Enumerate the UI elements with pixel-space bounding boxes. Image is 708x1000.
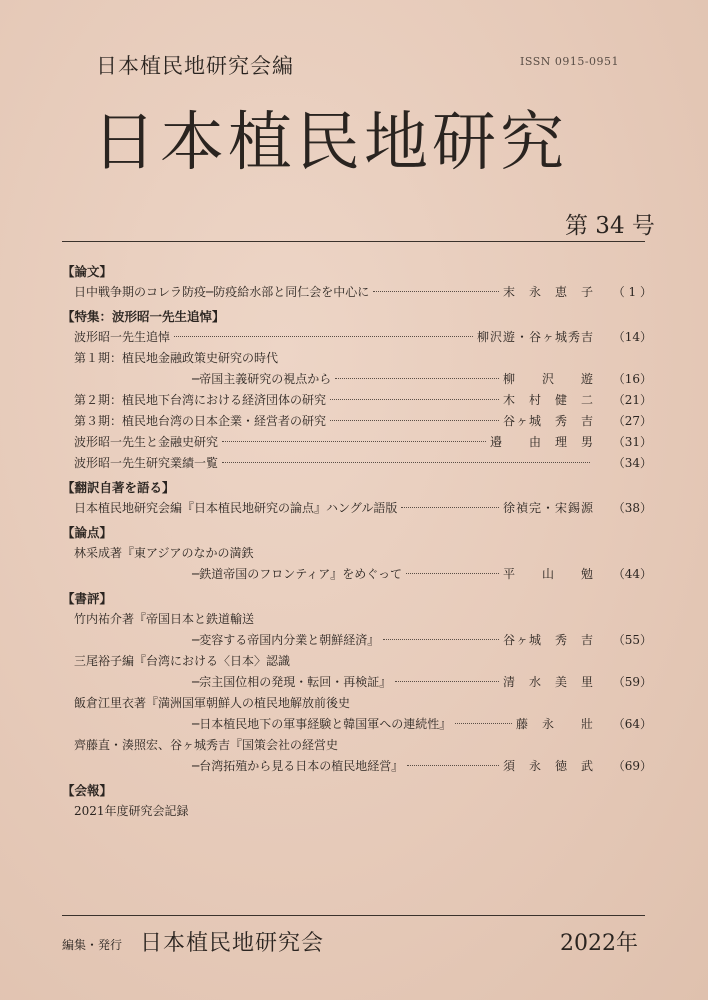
leader-dots	[401, 507, 499, 508]
entry-author: 藤 永 壯	[515, 717, 594, 731]
toc-section	[62, 478, 652, 519]
entry-title: ─日本植民地下の軍事経験と韓国軍への連続性』	[192, 717, 452, 731]
entry-page: （34）	[612, 456, 652, 470]
entry-title: 第１期：植民地金融政策史研究の時代	[74, 351, 279, 365]
entry-author: 平 山 勉	[502, 567, 594, 581]
section-heading: 【会報】	[62, 783, 113, 798]
issn-number: ISSN 0915-0951	[520, 55, 620, 68]
toc-entry	[62, 369, 652, 390]
leader-dots	[335, 378, 499, 379]
entry-author: 末 永 恵 子	[502, 285, 594, 299]
toc-entry	[62, 564, 652, 585]
leader-dots	[455, 723, 512, 724]
toc-entry	[62, 432, 652, 453]
toc-entry	[62, 801, 652, 822]
leader-dots	[222, 462, 590, 463]
entry-title: ─変容する帝国内分業と朝鮮経済』	[192, 633, 380, 647]
leader-dots	[330, 420, 499, 421]
section-heading: 【論文】	[62, 264, 113, 279]
top-rule	[62, 241, 645, 242]
toc-section	[62, 589, 652, 777]
table-of-contents	[62, 262, 652, 826]
leader-dots	[174, 336, 473, 337]
leader-dots	[406, 573, 499, 574]
toc-entry	[62, 390, 652, 411]
entry-title: 飯倉江里衣著『満洲国軍朝鮮人の植民地解放前後史	[74, 696, 351, 710]
entry-title: 日本植民地研究会編『日本植民地研究の論点』ハングル語版	[74, 501, 398, 515]
entry-page: （38）	[612, 501, 652, 515]
toc-entry	[62, 282, 652, 303]
toc-entry	[62, 714, 652, 735]
entry-author: 木 村 健 二	[502, 393, 594, 407]
bottom-rule	[62, 915, 645, 916]
entry-page: （31）	[612, 435, 652, 449]
entry-author: 須 永 徳 武	[502, 759, 594, 773]
entry-page: （55）	[612, 633, 652, 647]
toc-entry	[62, 453, 652, 474]
entry-page: （64）	[612, 717, 652, 731]
toc-section	[62, 307, 652, 474]
toc-entry	[62, 735, 652, 756]
leader-dots	[330, 399, 499, 400]
entry-author: 柳 沢 遊	[502, 372, 594, 386]
entry-title: 竹内祐介著『帝国日本と鉄道輸送	[74, 612, 255, 626]
entry-author: 柳沢遊・谷ヶ城秀吉	[476, 330, 594, 344]
entry-title: ─帝国主義研究の視点から	[192, 372, 332, 386]
leader-dots	[383, 639, 499, 640]
toc-entry	[62, 693, 652, 714]
entry-page: （21）	[612, 393, 652, 407]
entry-title: 波形昭一先生追悼	[74, 330, 171, 344]
toc-entry	[62, 630, 652, 651]
section-heading: 【特集：波形昭一先生追悼】	[62, 309, 225, 324]
entry-author: 清 水 美 里	[502, 675, 594, 689]
leader-dots	[407, 765, 499, 766]
toc-section	[62, 262, 652, 303]
issue-number: 第 34 号	[565, 213, 655, 239]
toc-section	[62, 523, 652, 585]
entry-author: 徐禎完・宋錫源	[502, 501, 594, 515]
toc-section	[62, 781, 652, 822]
toc-entry	[62, 348, 652, 369]
entry-title: 三尾裕子編『台湾における〈日本〉認識	[74, 654, 291, 668]
toc-entry	[62, 543, 652, 564]
journal-title: 日本植民地研究	[92, 106, 568, 180]
entry-page: （16）	[612, 372, 652, 386]
entry-page: （27）	[612, 414, 652, 428]
toc-entry	[62, 411, 652, 432]
entry-title: ─台湾拓殖から見る日本の植民地経営』	[192, 759, 404, 773]
section-heading: 【論点】	[62, 525, 113, 540]
entry-title: ─宗主国位相の発現・転回・再検証』	[192, 675, 392, 689]
entry-author: 谷ヶ城 秀 吉	[502, 414, 594, 428]
entry-page: （ 1 ）	[612, 285, 652, 299]
entry-title: 波形昭一先生研究業績一覧	[74, 456, 219, 470]
entry-title: 第３期：植民地台湾の日本企業・経営者の研究	[74, 414, 327, 428]
entry-page: （14）	[612, 330, 652, 344]
publisher-name: 日本植民地研究会	[140, 931, 325, 956]
entry-page: （59）	[612, 675, 652, 689]
entry-title: 林采成著『東アジアのなかの満鉄	[74, 546, 254, 560]
entry-page: （44）	[612, 567, 652, 581]
editor-credit: 日本植民地研究会編	[96, 54, 294, 78]
toc-entry	[62, 498, 652, 519]
toc-entry	[62, 609, 652, 630]
leader-dots	[373, 291, 499, 292]
publication-year: 2022年	[560, 931, 638, 956]
toc-entry	[62, 651, 652, 672]
entry-page: （69）	[612, 759, 652, 773]
entry-title: 2021年度研究会記録	[74, 804, 189, 818]
toc-entry	[62, 672, 652, 693]
entry-author: 谷ヶ城 秀 吉	[502, 633, 594, 647]
section-heading: 【翻訳自著を語る】	[62, 480, 175, 495]
entry-title: 第２期：植民地下台湾における経済団体の研究	[74, 393, 327, 407]
entry-title: 齊藤直・湊照宏、谷ヶ城秀吉『国策会社の経営史	[74, 738, 339, 752]
toc-entry	[62, 327, 652, 348]
entry-title: 波形昭一先生と金融史研究	[74, 435, 219, 449]
section-heading: 【書評】	[62, 591, 113, 606]
leader-dots	[222, 441, 486, 442]
entry-author: 邉 由 理 男	[489, 435, 594, 449]
entry-title: ─鉄道帝国のフロンティア』をめぐって	[192, 567, 403, 581]
entry-title: 日中戦争期のコレラ防疫─防疫給水部と同仁会を中心に	[74, 285, 370, 299]
publisher-label: 編集・発行	[62, 938, 123, 952]
leader-dots	[395, 681, 499, 682]
toc-entry	[62, 756, 652, 777]
